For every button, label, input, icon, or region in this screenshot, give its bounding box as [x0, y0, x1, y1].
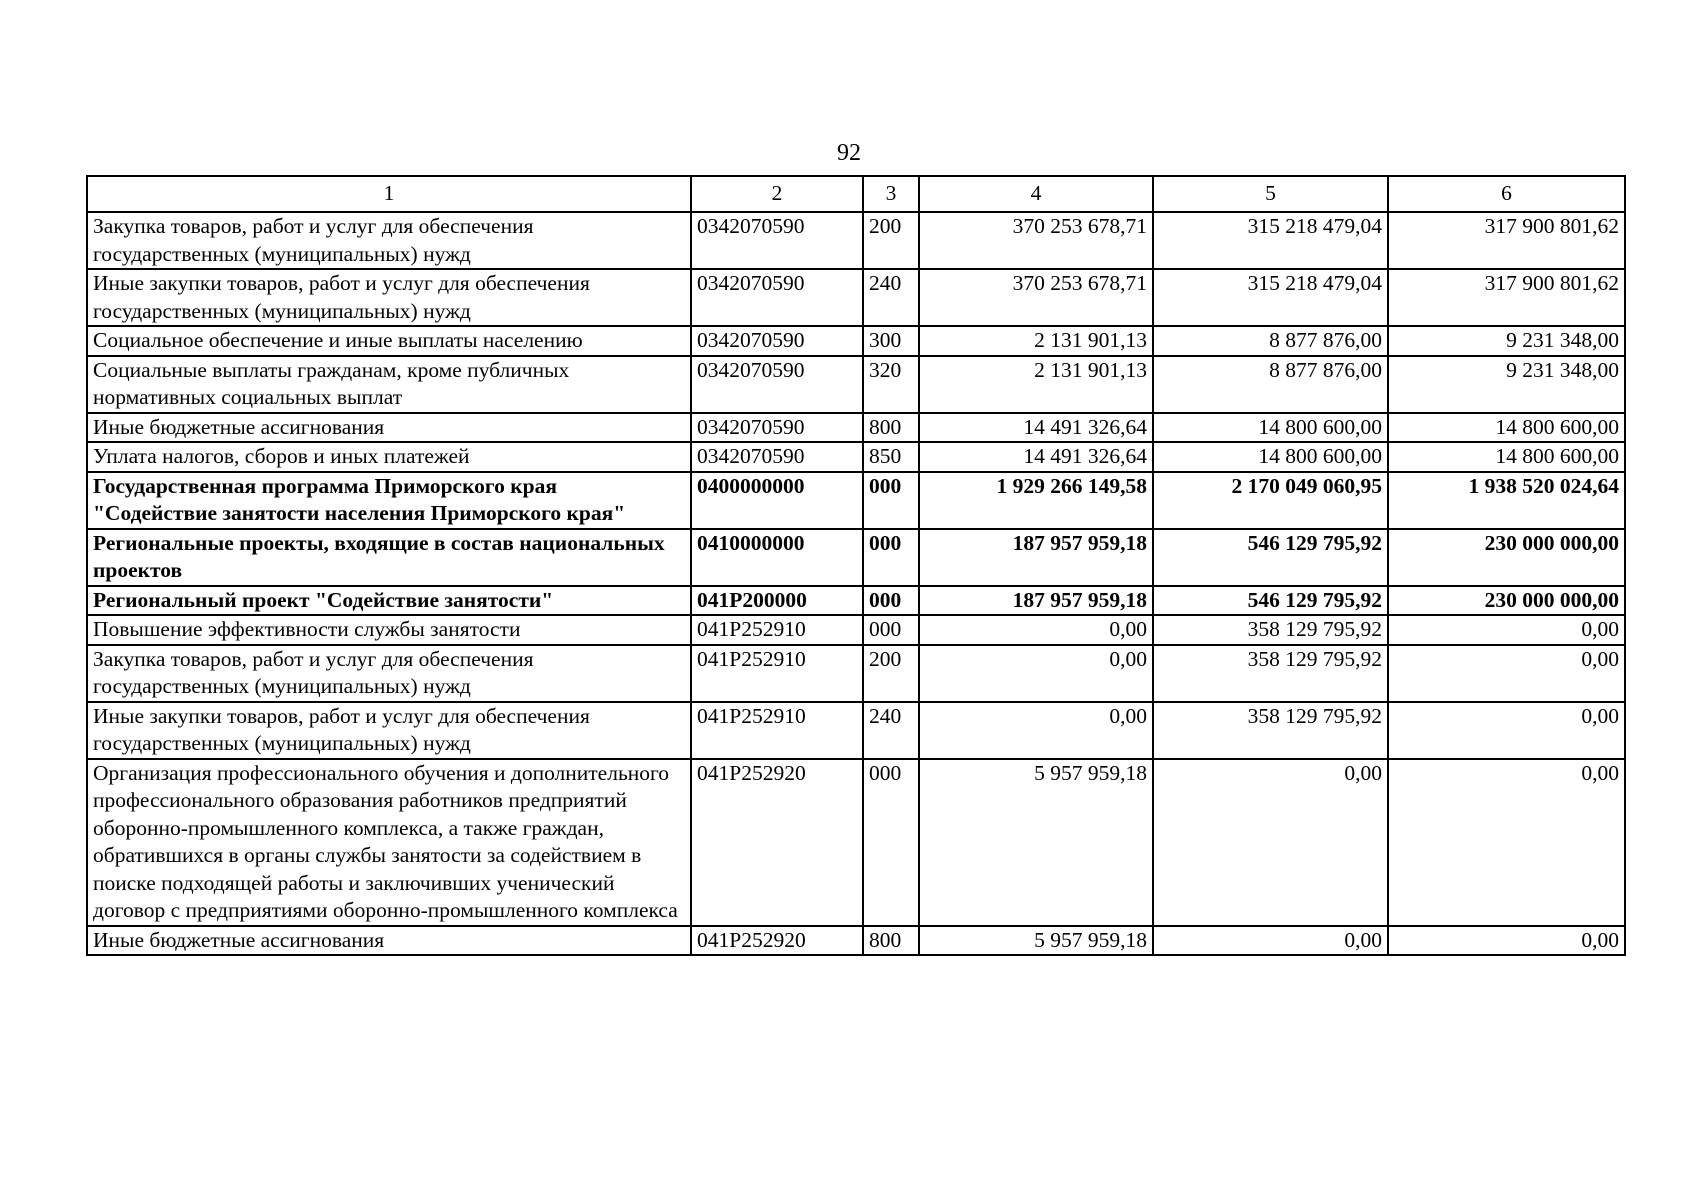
table-row: [87, 212, 1625, 269]
row-code: 041P252920: [691, 926, 863, 956]
table-row: [87, 586, 1625, 616]
row-value-col6: 0,00: [1388, 702, 1625, 759]
row-value-col5: 2 170 049 060,95: [1153, 472, 1388, 529]
row-value-col5: 546 129 795,92: [1153, 529, 1388, 586]
row-value-col4: 0,00: [919, 615, 1153, 645]
table-row: [87, 529, 1625, 586]
table-row: [87, 413, 1625, 443]
row-value-col4: 187 957 959,18: [919, 586, 1153, 616]
row-value-col6: 230 000 000,00: [1388, 529, 1625, 586]
row-value-col5: 14 800 600,00: [1153, 413, 1388, 443]
row-value-col4: 2 131 901,13: [919, 356, 1153, 413]
row-name: Уплата налогов, сборов и иных платежей: [87, 442, 691, 472]
row-name: Организация профессионального обучения и дополнительного профессионального образования работников предприятий оборонно-промышленного комплекса, а также граждан, обратившихся в органы службы занятости за содействием в поиске подходящей работы и заключивших ученический договор с предприятиями оборонно-промышленного комплекса: [87, 759, 691, 926]
table-row: [87, 926, 1625, 956]
row-expense-type: 240: [863, 269, 919, 326]
row-expense-type: 240: [863, 702, 919, 759]
row-value-col6: 9 231 348,00: [1388, 356, 1625, 413]
row-expense-type: 200: [863, 212, 919, 269]
row-expense-type: 000: [863, 759, 919, 926]
row-value-col5: 358 129 795,92: [1153, 645, 1388, 702]
page-number: 92: [837, 140, 861, 166]
row-value-col4: 14 491 326,64: [919, 413, 1153, 443]
row-code: 0342070590: [691, 212, 863, 269]
row-name: Региональные проекты, входящие в состав национальных проектов: [87, 529, 691, 586]
row-value-col5: 8 877 876,00: [1153, 356, 1388, 413]
row-value-col5: 315 218 479,04: [1153, 212, 1388, 269]
row-value-col6: 14 800 600,00: [1388, 413, 1625, 443]
row-name: Иные бюджетные ассигнования: [87, 926, 691, 956]
row-value-col4: 5 957 959,18: [919, 759, 1153, 926]
row-value-col5: 14 800 600,00: [1153, 442, 1388, 472]
row-expense-type: 000: [863, 586, 919, 616]
row-value-col6: 317 900 801,62: [1388, 212, 1625, 269]
row-value-col5: 0,00: [1153, 926, 1388, 956]
row-expense-type: 800: [863, 413, 919, 443]
row-value-col6: 0,00: [1388, 645, 1625, 702]
row-expense-type: 320: [863, 356, 919, 413]
budget-table: [86, 175, 1626, 956]
table-row: [87, 645, 1625, 702]
row-name: Иные бюджетные ассигнования: [87, 413, 691, 443]
row-expense-type: 000: [863, 472, 919, 529]
row-value-col5: 358 129 795,92: [1153, 615, 1388, 645]
row-expense-type: 300: [863, 326, 919, 356]
table-row: [87, 326, 1625, 356]
row-value-col5: 0,00: [1153, 759, 1388, 926]
column-header: 4: [919, 176, 1153, 212]
table-row: [87, 442, 1625, 472]
row-name: Иные закупки товаров, работ и услуг для обеспечения государственных (муниципальных) нужд: [87, 269, 691, 326]
row-expense-type: 000: [863, 615, 919, 645]
row-code: 0400000000: [691, 472, 863, 529]
row-value-col6: 230 000 000,00: [1388, 586, 1625, 616]
row-code: 041P252910: [691, 702, 863, 759]
row-name: Повышение эффективности службы занятости: [87, 615, 691, 645]
row-value-col6: 317 900 801,62: [1388, 269, 1625, 326]
row-name: Социальное обеспечение и иные выплаты населению: [87, 326, 691, 356]
row-value-col6: 14 800 600,00: [1388, 442, 1625, 472]
row-value-col5: 8 877 876,00: [1153, 326, 1388, 356]
row-expense-type: 000: [863, 529, 919, 586]
row-value-col4: 187 957 959,18: [919, 529, 1153, 586]
row-name: Закупка товаров, работ и услуг для обеспечения государственных (муниципальных) нужд: [87, 212, 691, 269]
row-value-col4: 2 131 901,13: [919, 326, 1153, 356]
row-expense-type: 800: [863, 926, 919, 956]
row-name: Государственная программа Приморского края "Содействие занятости населения Приморского края": [87, 472, 691, 529]
row-name: Закупка товаров, работ и услуг для обеспечения государственных (муниципальных) нужд: [87, 645, 691, 702]
row-code: 0410000000: [691, 529, 863, 586]
row-code: 0342070590: [691, 442, 863, 472]
row-code: 0342070590: [691, 326, 863, 356]
column-header: 5: [1153, 176, 1388, 212]
row-value-col5: 315 218 479,04: [1153, 269, 1388, 326]
row-value-col4: 370 253 678,71: [919, 212, 1153, 269]
table-row: [87, 356, 1625, 413]
header-row: [87, 176, 1625, 212]
table-row: [87, 702, 1625, 759]
column-header: 1: [87, 176, 691, 212]
row-value-col4: 0,00: [919, 702, 1153, 759]
row-value-col6: 1 938 520 024,64: [1388, 472, 1625, 529]
row-code: 0342070590: [691, 356, 863, 413]
row-value-col5: 358 129 795,92: [1153, 702, 1388, 759]
row-code: 041P252910: [691, 615, 863, 645]
row-value-col6: 0,00: [1388, 759, 1625, 926]
row-name: Социальные выплаты гражданам, кроме публичных нормативных социальных выплат: [87, 356, 691, 413]
table-row: [87, 615, 1625, 645]
row-name: Региональный проект "Содействие занятости": [87, 586, 691, 616]
row-value-col4: 14 491 326,64: [919, 442, 1153, 472]
column-header: 3: [863, 176, 919, 212]
column-header: 6: [1388, 176, 1625, 212]
row-value-col5: 546 129 795,92: [1153, 586, 1388, 616]
row-expense-type: 850: [863, 442, 919, 472]
row-code: 041P200000: [691, 586, 863, 616]
row-value-col6: 0,00: [1388, 615, 1625, 645]
row-code: 041P252910: [691, 645, 863, 702]
row-value-col4: 370 253 678,71: [919, 269, 1153, 326]
table-row: [87, 759, 1625, 926]
table-row: [87, 269, 1625, 326]
row-value-col4: 5 957 959,18: [919, 926, 1153, 956]
row-code: 0342070590: [691, 413, 863, 443]
row-value-col6: 0,00: [1388, 926, 1625, 956]
row-value-col4: 1 929 266 149,58: [919, 472, 1153, 529]
row-value-col4: 0,00: [919, 645, 1153, 702]
table-row: [87, 472, 1625, 529]
column-header: 2: [691, 176, 863, 212]
row-code: 0342070590: [691, 269, 863, 326]
row-name: Иные закупки товаров, работ и услуг для обеспечения государственных (муниципальных) нужд: [87, 702, 691, 759]
row-expense-type: 200: [863, 645, 919, 702]
row-value-col6: 9 231 348,00: [1388, 326, 1625, 356]
row-code: 041P252920: [691, 759, 863, 926]
